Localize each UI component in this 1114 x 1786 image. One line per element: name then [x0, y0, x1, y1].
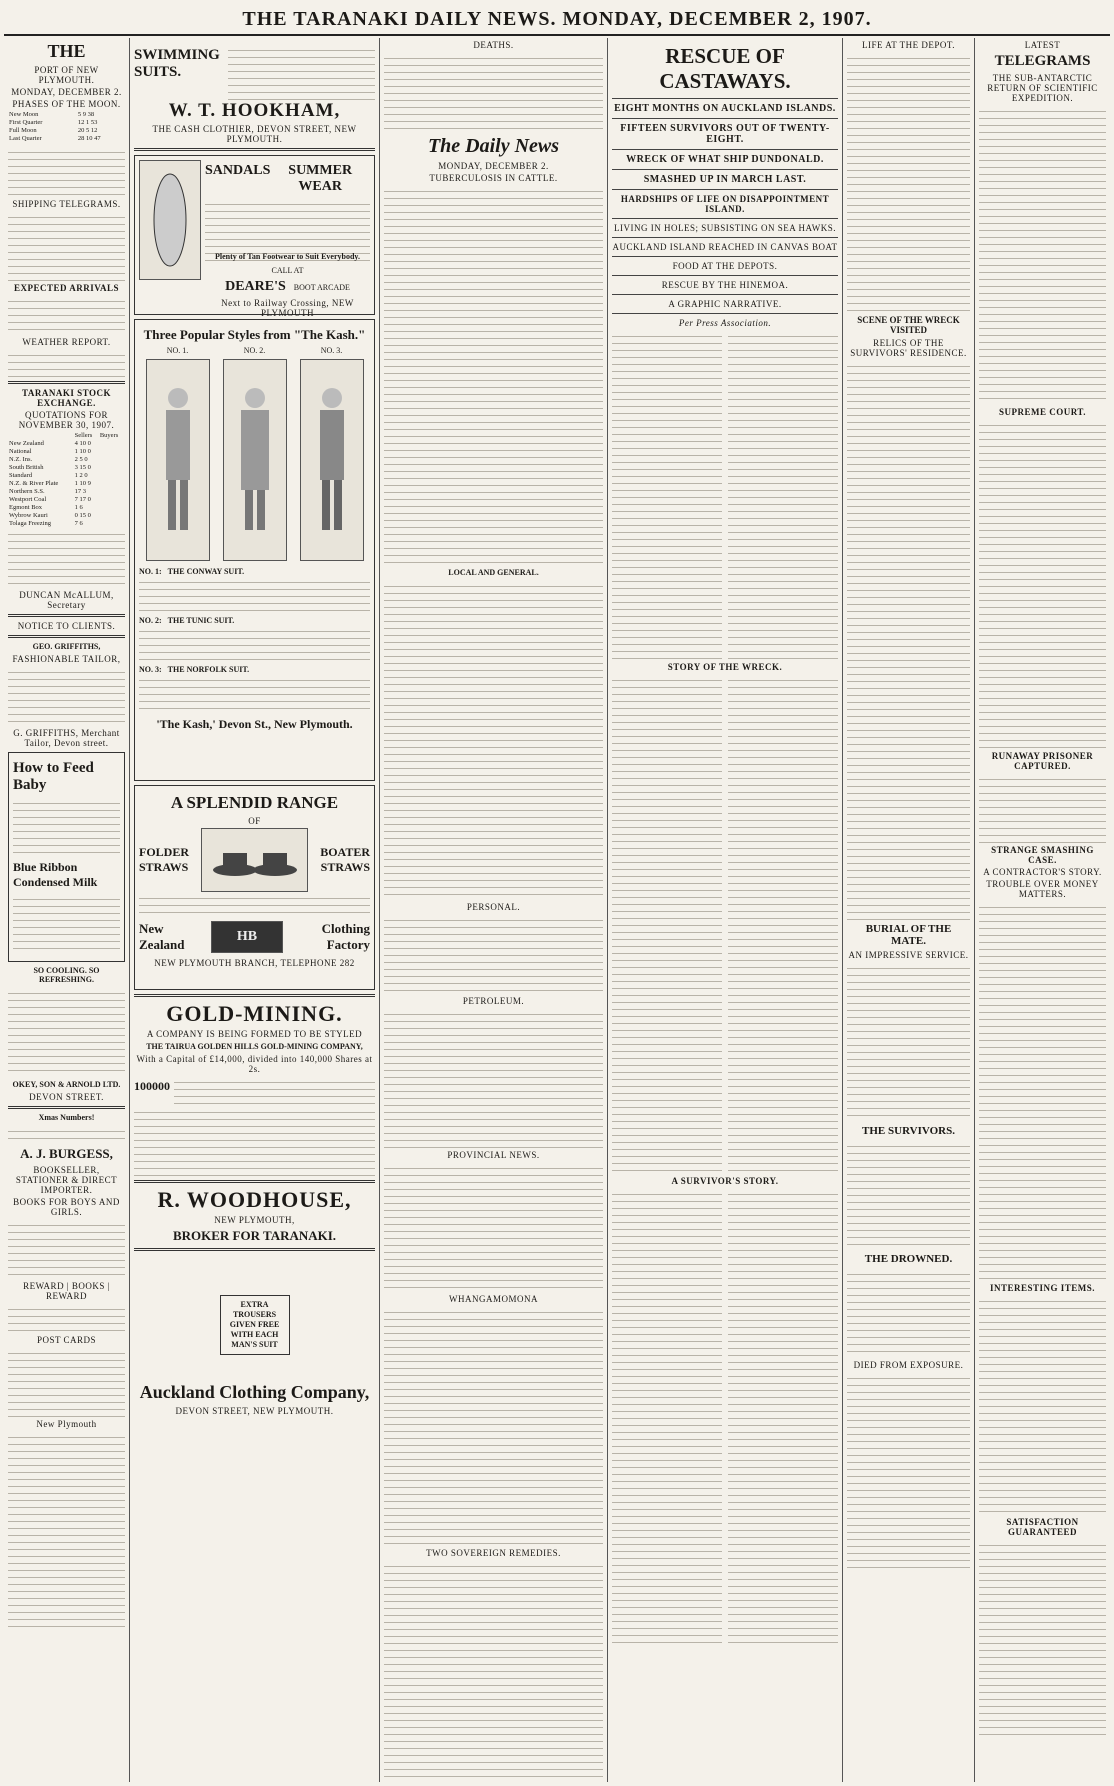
- text-block: [979, 105, 1106, 405]
- supreme-heading: SUPREME COURT.: [998, 407, 1087, 417]
- text-block: [8, 349, 125, 377]
- sovereign-heading: TWO SOVEREIGN REMEDIES.: [426, 1548, 561, 1558]
- kash-illustrations: [139, 359, 370, 561]
- text-block: [8, 1125, 125, 1143]
- drowned-heading: THE DROWNED.: [864, 1253, 953, 1265]
- table-row: N.Z. & River Plate 1 10 9: [9, 480, 91, 487]
- burgess-name: A. J. BURGESS,: [20, 1146, 113, 1161]
- text-block: [979, 901, 1106, 1281]
- text-block: [612, 674, 722, 1174]
- auckland-addr: DEVON STREET, NEW PLYMOUTH.: [175, 1406, 334, 1416]
- tailor-trade: FASHIONABLE TAILOR,: [12, 654, 121, 664]
- style-number: NO. 2.: [243, 346, 266, 355]
- text-block: [847, 1372, 970, 1572]
- hookham-name: W. T. HOOKHAM,: [168, 100, 341, 121]
- style-number: NO. 3.: [320, 346, 343, 355]
- hookham-sub: THE CASH CLOTHIER, DEVON STREET, NEW PLYMOUTH.: [152, 124, 357, 144]
- text-block: [8, 1347, 125, 1417]
- subhead-wreck: WRECK OF WHAT SHIP DUNDONALD.: [626, 154, 824, 165]
- stock-heading: TARANAKI STOCK EXCHANGE.: [22, 388, 111, 408]
- subhead-smashed: SMASHED UP IN MARCH LAST.: [643, 174, 807, 185]
- shipping-heading: SHIPPING TELEGRAMS.: [12, 199, 121, 209]
- rescue-headline: RESCUE OF CASTAWAYS.: [659, 44, 791, 93]
- paper-date: MONDAY, DECEMBER 2.: [438, 161, 549, 171]
- reward-line: REWARD | BOOKS | REWARD: [23, 1281, 110, 1301]
- exposure-heading: DIED FROM EXPOSURE.: [853, 1360, 964, 1370]
- stock-quotations: QUOTATIONS FOR NOVEMBER 30, 1907.: [18, 410, 115, 430]
- text-block: [728, 330, 838, 660]
- survivor-heading: A SURVIVOR'S STORY.: [671, 1176, 779, 1186]
- table-row: Full Moon 20 5 12: [9, 127, 98, 134]
- table-row: First Quarter 12 1 53: [9, 119, 98, 126]
- cooling-heading: SO COOLING. SO REFRESHING.: [33, 966, 100, 984]
- provincial-sub: WHANGAMOMONA: [449, 1294, 538, 1304]
- table-row: National 1 10 0: [9, 448, 91, 455]
- table-row: South British 3 15 0: [9, 464, 91, 471]
- text-block: [8, 1431, 125, 1631]
- woodhouse-place: NEW PLYMOUTH,: [214, 1215, 295, 1225]
- petroleum-heading: PETROLEUM.: [462, 996, 525, 1006]
- swim-heading: SWIMMING SUITS.: [134, 47, 220, 80]
- tairua-name: THE TAIRUA GOLDEN HILLS GOLD-MINING COMPANY,: [146, 1042, 363, 1051]
- secretary: DUNCAN McALLUM, Secretary: [19, 590, 114, 610]
- column-heading: THE: [47, 41, 86, 61]
- text-block: [612, 330, 722, 660]
- tailor-sign: G. GRIFFITHS, Merchant Tailor, Devon street.: [13, 728, 120, 748]
- capital-line: With a Capital of £14,000, divided into 140,000 Shares at 2s.: [136, 1054, 373, 1074]
- subhead-living: LIVING IN HOLES; SUBSISTING ON SEA HAWKS.: [613, 223, 837, 233]
- postcards-heading: POST CARDS: [36, 1335, 97, 1345]
- plenty-line: Plenty of Tan Footwear to Suit Everybody.: [215, 252, 360, 261]
- telegrams-heading: TELEGRAMS: [994, 53, 1091, 69]
- gold-heading: GOLD-MINING.: [166, 1001, 343, 1026]
- newspaper-page: [4, 4, 1110, 1782]
- style-number: NO. 1.: [166, 346, 189, 355]
- subhead-canvas: AUCKLAND ISLAND REACHED IN CANVAS BOAT: [612, 242, 838, 252]
- boy-figure-icon: [146, 359, 210, 561]
- arcade-name: BOOT ARCADE: [293, 283, 350, 292]
- text-block: [728, 674, 838, 1174]
- trouble-heading: TROUBLE OVER MONEY MATTERS.: [986, 879, 1099, 899]
- text-block: [8, 666, 125, 726]
- folder-label: FOLDER STRAWS: [139, 845, 190, 874]
- boater-label: BOATER STRAWS: [320, 845, 370, 874]
- text-block: [847, 962, 970, 1122]
- table-row: New Moon 5 9 38: [9, 111, 95, 118]
- text-block: [8, 295, 125, 335]
- notice-heading: NOTICE TO CLIENTS.: [17, 621, 116, 631]
- satisfaction-heading: SATISFACTION GUARANTEED: [1006, 1517, 1079, 1537]
- burial-heading: BURIAL OF THE MATE.: [865, 923, 952, 947]
- subhead-hinemoa: RESCUE BY THE HINEMOA.: [661, 280, 789, 290]
- text-block: [8, 528, 125, 588]
- clothing-label: Clothing Factory: [321, 921, 370, 952]
- kash-footer: 'The Kash,' Devon St., New Plymouth.: [156, 717, 353, 731]
- branch-line: NEW PLYMOUTH BRANCH, TELEPHONE 282: [154, 958, 355, 968]
- personal-heading: PERSONAL.: [466, 902, 521, 912]
- table-row: Northern S.S. 17 3: [9, 488, 87, 495]
- text-block: [612, 1188, 722, 1648]
- text-block: [847, 1268, 970, 1358]
- text-block: [8, 146, 125, 196]
- swim-ad: [134, 44, 375, 100]
- survivors-heading: THE SURVIVORS.: [862, 1125, 955, 1137]
- boy-figure-icon: [300, 359, 364, 561]
- table-row: New Zealand 4 10 0: [9, 440, 91, 447]
- text-block: [384, 1162, 603, 1292]
- table-row: Standard 1 2 0: [9, 472, 88, 479]
- paper-title: The Daily News: [427, 135, 560, 157]
- table-row: N.Z. Ins. 2 5 0: [9, 456, 88, 463]
- text-block: [979, 1539, 1106, 1739]
- sandals-ad: [134, 155, 375, 318]
- masthead: [4, 4, 1110, 36]
- extra-trousers-box: EXTRA TROUSERS GIVEN FREE WITH EACH MAN'S SUIT: [220, 1295, 290, 1355]
- place-line: New Plymouth: [36, 1419, 97, 1429]
- contractor-heading: A CONTRACTOR'S STORY.: [983, 867, 1102, 877]
- relics-heading: RELICS OF THE SURVIVORS' RESIDENCE.: [850, 338, 967, 358]
- feed-heading: How to Feed Baby: [13, 760, 94, 793]
- text-block: [384, 1306, 603, 1546]
- kash-ad: [134, 319, 375, 781]
- table-header: Sellers Buyers: [74, 432, 119, 439]
- text-block: [979, 773, 1106, 843]
- tailor-name: GEO. GRIFFITHS,: [32, 642, 101, 651]
- hb-logo-icon: HB: [211, 921, 283, 953]
- column-1: [4, 38, 130, 1782]
- arrivals-heading: EXPECTED ARRIVALS: [13, 283, 120, 293]
- text-block: [384, 1560, 603, 1782]
- runaway-heading: RUNAWAY PRISONER CAPTURED.: [991, 751, 1094, 771]
- kash-item: NO. 3: THE NORFOLK SUIT.: [139, 665, 250, 674]
- splendid-heading: A SPLENDID RANGE: [170, 793, 339, 812]
- antarctic-heading: THE SUB-ANTARCTIC RETURN OF SCIENTIFIC EXPEDITION.: [987, 73, 1098, 103]
- text-block: [8, 1219, 125, 1279]
- broker-line: BROKER FOR TARANAKI.: [172, 1228, 337, 1243]
- weather-heading: WEATHER REPORT.: [22, 337, 111, 347]
- subhead-narrative: A GRAPHIC NARRATIVE.: [668, 299, 782, 309]
- text-block: [8, 987, 125, 1077]
- provincial-heading: PROVINCIAL NEWS.: [447, 1150, 540, 1160]
- deaths-heading: DEATHS.: [473, 40, 514, 50]
- column-5: [843, 38, 975, 1782]
- subhead-food: FOOD AT THE DEPOTS.: [672, 261, 778, 271]
- table-row: Tolaga Freezing 7 6: [9, 520, 83, 527]
- shares-number: 100000: [134, 1079, 170, 1093]
- table-row: Westport Coal 7 17 0: [9, 496, 91, 503]
- text-block: [847, 360, 970, 920]
- nz-label: New Zealand: [139, 921, 185, 952]
- column-4: [608, 38, 843, 1782]
- table-row: Egmont Box 1 6: [9, 504, 83, 511]
- xmas-heading: Xmas Numbers!: [38, 1113, 95, 1122]
- hat-illustration-icon: [201, 828, 308, 892]
- column-6: [975, 38, 1110, 1782]
- books-heading: BOOKS FOR BOYS AND GIRLS.: [13, 1197, 120, 1217]
- kash-heading: Three Popular Styles from "The Kash.": [143, 327, 366, 342]
- of-word: OF: [248, 816, 261, 826]
- port-date: MONDAY, DECEMBER 2.: [11, 87, 122, 97]
- kash-item: NO. 2: THE TUNIC SUIT.: [139, 616, 235, 625]
- moon-table: [8, 111, 125, 143]
- woodhouse-name: R. WOODHOUSE,: [157, 1187, 352, 1212]
- masthead-title: THE TARANAKI DAILY NEWS. MONDAY, DECEMBER 2, 1907.: [242, 7, 872, 30]
- deare-name: DEARE'S: [225, 279, 286, 294]
- column-3: [380, 38, 608, 1782]
- summer-heading: SUMMER WEAR: [288, 163, 353, 194]
- table-row: Wybrow Kauri 0 15 0: [9, 512, 91, 519]
- text-block: [384, 580, 603, 900]
- subhead-fifteen: FIFTEEN SURVIVORS OUT OF TWENTY-EIGHT.: [620, 123, 830, 145]
- text-block: [847, 52, 970, 312]
- gold-sub: A COMPANY IS BEING FORMED TO BE STYLED: [146, 1029, 363, 1039]
- impressive-heading: AN IMPRESSIVE SERVICE.: [848, 950, 969, 960]
- text-block: [134, 1106, 375, 1176]
- call-line: CALL AT: [271, 266, 304, 275]
- text-block: [979, 419, 1106, 749]
- okey-name: OKEY, SON & ARNOLD LTD.: [12, 1080, 121, 1089]
- sandals-heading: SANDALS: [205, 163, 271, 178]
- text-block: [8, 1303, 125, 1333]
- column-2: [130, 38, 380, 1782]
- text-block: [384, 1008, 603, 1148]
- text-block: [979, 1295, 1106, 1515]
- milk-brand: Blue Ribbon Condensed Milk: [13, 860, 98, 889]
- interesting-heading: INTERESTING ITEMS.: [989, 1283, 1096, 1293]
- text-block: [847, 1140, 970, 1250]
- boy-figure-icon: [223, 359, 287, 561]
- moon-heading: PHASES OF THE MOON.: [12, 99, 121, 109]
- scene-heading: SCENE OF THE WRECK VISITED: [857, 315, 960, 335]
- text-block: [728, 1188, 838, 1648]
- baby-milk-ad: [8, 752, 125, 962]
- latest-label: LATEST: [1024, 40, 1061, 50]
- text-block: [384, 52, 603, 132]
- press-line: Per Press Association.: [678, 318, 772, 328]
- kash-item: NO. 1: THE CONWAY SUIT.: [139, 567, 245, 576]
- clothing-factory-ad: [134, 785, 375, 990]
- table-row: Last Quarter 28 10 47: [9, 135, 101, 142]
- port-heading: PORT OF NEW PLYMOUTH.: [34, 65, 99, 85]
- okey-street: DEVON STREET.: [29, 1092, 104, 1102]
- subhead-eight: EIGHT MONTHS ON AUCKLAND ISLANDS.: [614, 103, 836, 114]
- arcade-sub: Next to Railway Crossing, NEW PLYMOUTH: [221, 298, 354, 318]
- strange-heading: STRANGE SMASHING CASE.: [991, 845, 1094, 865]
- stock-table: [8, 432, 125, 528]
- auckland-name: Auckland Clothing Company,: [139, 1382, 370, 1402]
- depot-heading: LIFE AT THE DEPOT.: [861, 40, 955, 50]
- text-block: [8, 211, 125, 281]
- local-heading: LOCAL AND GENERAL.: [448, 568, 539, 577]
- sandal-illustration-icon: [139, 160, 201, 280]
- text-block: [384, 914, 603, 994]
- subhead-hardships: HARDSHIPS OF LIFE ON DISAPPOINTMENT ISLAND.: [620, 194, 830, 214]
- story-heading: STORY OF THE WRECK.: [667, 662, 783, 672]
- burgess-trade: BOOKSELLER, STATIONER & DIRECT IMPORTER.: [15, 1165, 118, 1195]
- article-heading: TUBERCULOSIS IN CATTLE.: [429, 173, 558, 183]
- text-block: [384, 185, 603, 565]
